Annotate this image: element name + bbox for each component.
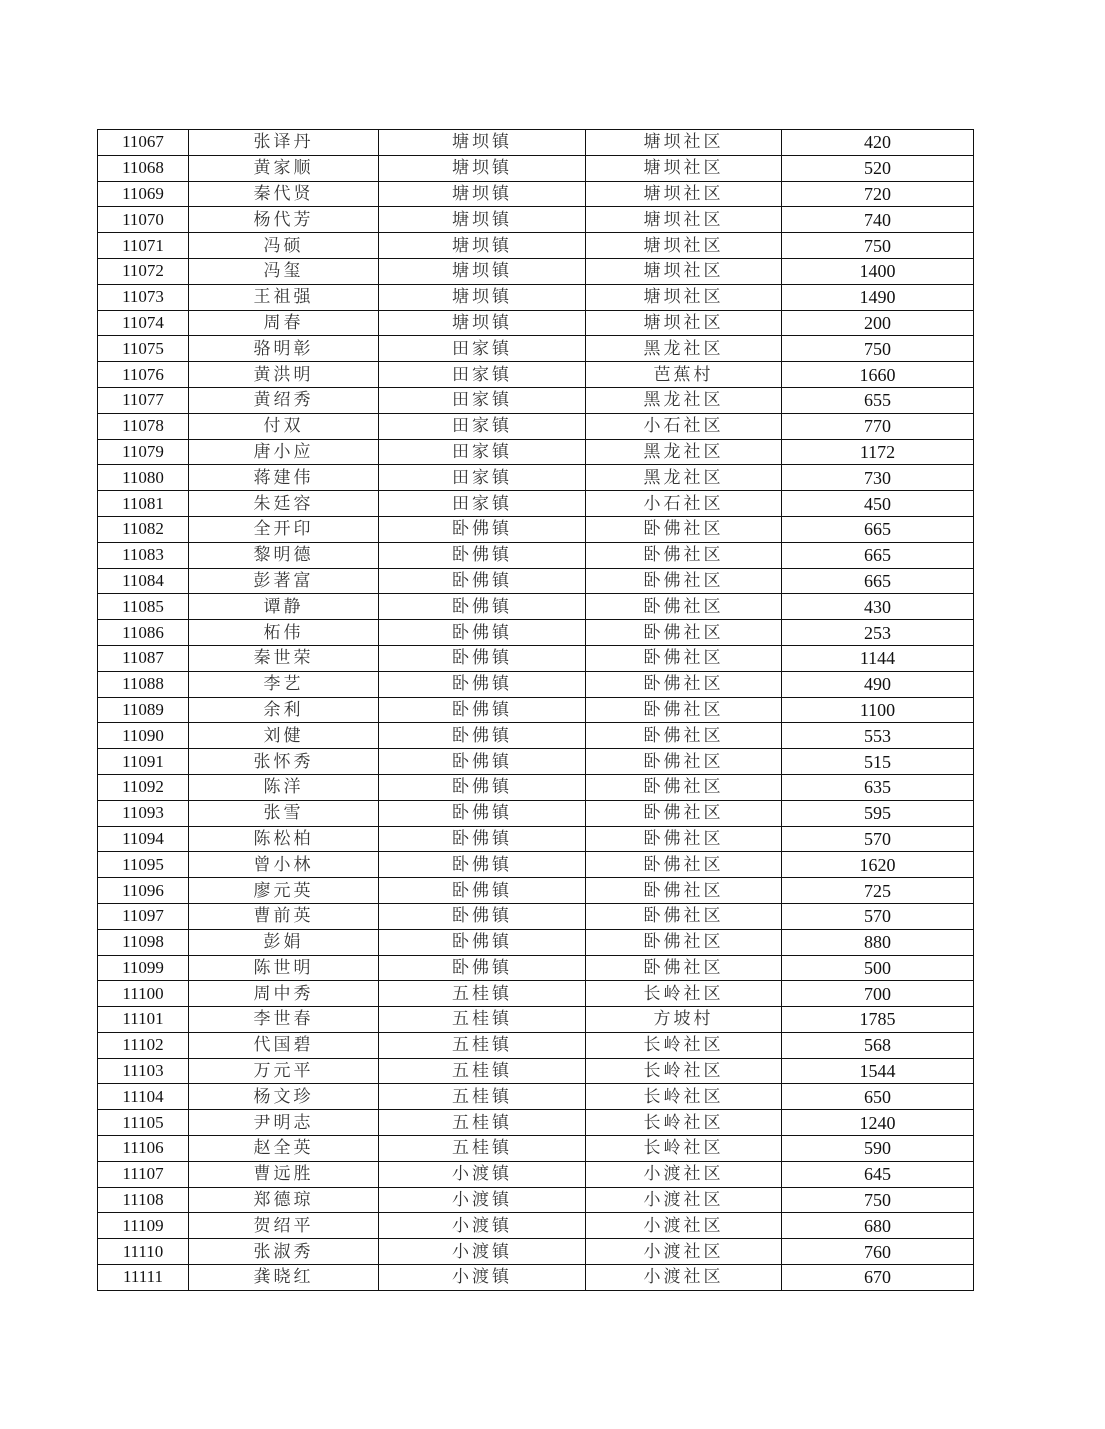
name-cell: 蒋建伟	[189, 465, 379, 491]
name-cell: 冯玺	[189, 258, 379, 284]
community-cell: 卧佛社区	[586, 800, 782, 826]
community-cell: 长岭社区	[586, 1110, 782, 1136]
table-row	[98, 1058, 974, 1084]
name-cell: 付双	[189, 413, 379, 439]
amount-cell: 200	[782, 310, 974, 336]
row-id-cell: 11087	[98, 645, 189, 671]
amount-cell: 665	[782, 568, 974, 594]
name-cell: 唐小应	[189, 439, 379, 465]
community-cell: 卧佛社区	[586, 955, 782, 981]
amount-cell: 570	[782, 903, 974, 929]
table-row	[98, 336, 974, 362]
amount-cell: 515	[782, 749, 974, 775]
name-cell: 柘伟	[189, 620, 379, 646]
amount-cell: 1400	[782, 258, 974, 284]
table-row	[98, 155, 974, 181]
amount-cell: 750	[782, 233, 974, 259]
town-cell: 卧佛镇	[379, 542, 586, 568]
town-cell: 五桂镇	[379, 1136, 586, 1162]
row-id-cell: 11077	[98, 387, 189, 413]
community-cell: 黑龙社区	[586, 439, 782, 465]
town-cell: 塘坝镇	[379, 181, 586, 207]
amount-cell: 570	[782, 826, 974, 852]
amount-cell: 635	[782, 774, 974, 800]
row-id-cell: 11079	[98, 439, 189, 465]
community-cell: 卧佛社区	[586, 645, 782, 671]
town-cell: 田家镇	[379, 362, 586, 388]
community-cell: 卧佛社区	[586, 594, 782, 620]
row-id-cell: 11081	[98, 491, 189, 517]
name-cell: 曾小林	[189, 852, 379, 878]
table-row	[98, 594, 974, 620]
community-cell: 小石社区	[586, 413, 782, 439]
community-cell: 方坡村	[586, 1007, 782, 1033]
row-id-cell: 11074	[98, 310, 189, 336]
community-cell: 长岭社区	[586, 1084, 782, 1110]
amount-cell: 665	[782, 516, 974, 542]
row-id-cell: 11088	[98, 671, 189, 697]
name-cell: 杨代芳	[189, 207, 379, 233]
row-id-cell: 11096	[98, 878, 189, 904]
town-cell: 卧佛镇	[379, 697, 586, 723]
row-id-cell: 11097	[98, 903, 189, 929]
amount-cell: 1144	[782, 645, 974, 671]
row-id-cell: 11070	[98, 207, 189, 233]
community-cell: 黑龙社区	[586, 336, 782, 362]
community-cell: 长岭社区	[586, 1136, 782, 1162]
row-id-cell: 11095	[98, 852, 189, 878]
town-cell: 卧佛镇	[379, 568, 586, 594]
amount-cell: 650	[782, 1084, 974, 1110]
name-cell: 张译丹	[189, 130, 379, 156]
row-id-cell: 11100	[98, 981, 189, 1007]
name-cell: 张雪	[189, 800, 379, 826]
amount-cell: 500	[782, 955, 974, 981]
name-cell: 张怀秀	[189, 749, 379, 775]
town-cell: 塘坝镇	[379, 284, 586, 310]
table-row	[98, 852, 974, 878]
name-cell: 龚晓红	[189, 1265, 379, 1291]
row-id-cell: 11108	[98, 1187, 189, 1213]
amount-cell: 670	[782, 1265, 974, 1291]
amount-cell: 253	[782, 620, 974, 646]
town-cell: 卧佛镇	[379, 955, 586, 981]
row-id-cell: 11082	[98, 516, 189, 542]
town-cell: 五桂镇	[379, 1032, 586, 1058]
row-id-cell: 11104	[98, 1084, 189, 1110]
amount-cell: 700	[782, 981, 974, 1007]
name-cell: 廖元英	[189, 878, 379, 904]
name-cell: 余利	[189, 697, 379, 723]
community-cell: 长岭社区	[586, 1032, 782, 1058]
town-cell: 卧佛镇	[379, 800, 586, 826]
name-cell: 陈洋	[189, 774, 379, 800]
community-cell: 黑龙社区	[586, 465, 782, 491]
row-id-cell: 11094	[98, 826, 189, 852]
row-id-cell: 11072	[98, 258, 189, 284]
table-row	[98, 258, 974, 284]
town-cell: 卧佛镇	[379, 852, 586, 878]
row-id-cell: 11107	[98, 1161, 189, 1187]
amount-cell: 750	[782, 336, 974, 362]
town-cell: 田家镇	[379, 413, 586, 439]
amount-cell: 1785	[782, 1007, 974, 1033]
amount-cell: 665	[782, 542, 974, 568]
row-id-cell: 11076	[98, 362, 189, 388]
table-row	[98, 465, 974, 491]
amount-cell: 680	[782, 1213, 974, 1239]
row-id-cell: 11093	[98, 800, 189, 826]
community-cell: 塘坝社区	[586, 310, 782, 336]
data-table	[97, 129, 974, 1291]
name-cell: 张淑秀	[189, 1239, 379, 1265]
table-row	[98, 903, 974, 929]
name-cell: 郑德琼	[189, 1187, 379, 1213]
amount-cell: 720	[782, 181, 974, 207]
community-cell: 卧佛社区	[586, 568, 782, 594]
amount-cell: 730	[782, 465, 974, 491]
amount-cell: 430	[782, 594, 974, 620]
amount-cell: 770	[782, 413, 974, 439]
row-id-cell: 11068	[98, 155, 189, 181]
community-cell: 芭蕉村	[586, 362, 782, 388]
row-id-cell: 11109	[98, 1213, 189, 1239]
table-row	[98, 568, 974, 594]
amount-cell: 1620	[782, 852, 974, 878]
table-row	[98, 1213, 974, 1239]
town-cell: 卧佛镇	[379, 878, 586, 904]
row-id-cell: 11092	[98, 774, 189, 800]
row-id-cell: 11091	[98, 749, 189, 775]
town-cell: 小渡镇	[379, 1239, 586, 1265]
table-row	[98, 800, 974, 826]
row-id-cell: 11101	[98, 1007, 189, 1033]
community-cell: 卧佛社区	[586, 697, 782, 723]
row-id-cell: 11067	[98, 130, 189, 156]
table-row	[98, 1136, 974, 1162]
community-cell: 卧佛社区	[586, 671, 782, 697]
name-cell: 冯硕	[189, 233, 379, 259]
town-cell: 卧佛镇	[379, 620, 586, 646]
town-cell: 五桂镇	[379, 1110, 586, 1136]
table-row	[98, 491, 974, 517]
community-cell: 卧佛社区	[586, 826, 782, 852]
community-cell: 塘坝社区	[586, 181, 782, 207]
town-cell: 塘坝镇	[379, 130, 586, 156]
amount-cell: 645	[782, 1161, 974, 1187]
table-row	[98, 620, 974, 646]
table-body	[98, 130, 974, 1291]
town-cell: 塘坝镇	[379, 310, 586, 336]
row-id-cell: 11086	[98, 620, 189, 646]
community-cell: 小渡社区	[586, 1213, 782, 1239]
community-cell: 卧佛社区	[586, 903, 782, 929]
row-id-cell: 11071	[98, 233, 189, 259]
table-row	[98, 697, 974, 723]
name-cell: 周中秀	[189, 981, 379, 1007]
amount-cell: 568	[782, 1032, 974, 1058]
table-row	[98, 955, 974, 981]
town-cell: 塘坝镇	[379, 155, 586, 181]
community-cell: 卧佛社区	[586, 620, 782, 646]
amount-cell: 750	[782, 1187, 974, 1213]
table-row	[98, 233, 974, 259]
town-cell: 五桂镇	[379, 1007, 586, 1033]
row-id-cell: 11080	[98, 465, 189, 491]
name-cell: 谭静	[189, 594, 379, 620]
name-cell: 彭娟	[189, 929, 379, 955]
amount-cell: 1100	[782, 697, 974, 723]
town-cell: 田家镇	[379, 491, 586, 517]
name-cell: 杨文珍	[189, 1084, 379, 1110]
community-cell: 卧佛社区	[586, 749, 782, 775]
town-cell: 小渡镇	[379, 1213, 586, 1239]
row-id-cell: 11090	[98, 723, 189, 749]
table-row	[98, 439, 974, 465]
table-row	[98, 774, 974, 800]
town-cell: 塘坝镇	[379, 258, 586, 284]
town-cell: 卧佛镇	[379, 645, 586, 671]
table-row	[98, 181, 974, 207]
table-row	[98, 542, 974, 568]
amount-cell: 1544	[782, 1058, 974, 1084]
town-cell: 五桂镇	[379, 1084, 586, 1110]
community-cell: 小石社区	[586, 491, 782, 517]
table-row	[98, 749, 974, 775]
community-cell: 小渡社区	[586, 1187, 782, 1213]
name-cell: 刘健	[189, 723, 379, 749]
amount-cell: 420	[782, 130, 974, 156]
town-cell: 小渡镇	[379, 1161, 586, 1187]
amount-cell: 490	[782, 671, 974, 697]
table-row	[98, 826, 974, 852]
table-row	[98, 362, 974, 388]
table-row	[98, 284, 974, 310]
amount-cell: 880	[782, 929, 974, 955]
name-cell: 黄洪明	[189, 362, 379, 388]
row-id-cell: 11098	[98, 929, 189, 955]
town-cell: 塘坝镇	[379, 207, 586, 233]
row-id-cell: 11083	[98, 542, 189, 568]
table-row	[98, 1032, 974, 1058]
town-cell: 卧佛镇	[379, 516, 586, 542]
community-cell: 卧佛社区	[586, 516, 782, 542]
name-cell: 黎明德	[189, 542, 379, 568]
community-cell: 卧佛社区	[586, 542, 782, 568]
amount-cell: 450	[782, 491, 974, 517]
town-cell: 田家镇	[379, 336, 586, 362]
table-row	[98, 981, 974, 1007]
row-id-cell: 11078	[98, 413, 189, 439]
community-cell: 塘坝社区	[586, 207, 782, 233]
community-cell: 小渡社区	[586, 1161, 782, 1187]
table-row	[98, 387, 974, 413]
community-cell: 塘坝社区	[586, 155, 782, 181]
name-cell: 秦世荣	[189, 645, 379, 671]
table-row	[98, 1239, 974, 1265]
town-cell: 五桂镇	[379, 981, 586, 1007]
table-row	[98, 1187, 974, 1213]
table-row	[98, 1265, 974, 1291]
amount-cell: 740	[782, 207, 974, 233]
community-cell: 卧佛社区	[586, 878, 782, 904]
amount-cell: 520	[782, 155, 974, 181]
row-id-cell: 11073	[98, 284, 189, 310]
name-cell: 曹远胜	[189, 1161, 379, 1187]
community-cell: 塘坝社区	[586, 233, 782, 259]
community-cell: 塘坝社区	[586, 130, 782, 156]
name-cell: 万元平	[189, 1058, 379, 1084]
row-id-cell: 11099	[98, 955, 189, 981]
name-cell: 周春	[189, 310, 379, 336]
town-cell: 塘坝镇	[379, 233, 586, 259]
table-row	[98, 723, 974, 749]
amount-cell: 595	[782, 800, 974, 826]
town-cell: 卧佛镇	[379, 671, 586, 697]
row-id-cell: 11102	[98, 1032, 189, 1058]
row-id-cell: 11111	[98, 1265, 189, 1291]
town-cell: 田家镇	[379, 439, 586, 465]
table-row	[98, 1007, 974, 1033]
town-cell: 小渡镇	[379, 1187, 586, 1213]
community-cell: 塘坝社区	[586, 258, 782, 284]
name-cell: 陈松柏	[189, 826, 379, 852]
table-row	[98, 645, 974, 671]
table-row	[98, 310, 974, 336]
table-row	[98, 671, 974, 697]
town-cell: 卧佛镇	[379, 903, 586, 929]
town-cell: 卧佛镇	[379, 826, 586, 852]
amount-cell: 1172	[782, 439, 974, 465]
community-cell: 卧佛社区	[586, 929, 782, 955]
community-cell: 卧佛社区	[586, 852, 782, 878]
community-cell: 黑龙社区	[586, 387, 782, 413]
town-cell: 田家镇	[379, 465, 586, 491]
name-cell: 尹明志	[189, 1110, 379, 1136]
amount-cell: 760	[782, 1239, 974, 1265]
table-row	[98, 878, 974, 904]
row-id-cell: 11084	[98, 568, 189, 594]
amount-cell: 725	[782, 878, 974, 904]
table-row	[98, 1161, 974, 1187]
town-cell: 卧佛镇	[379, 594, 586, 620]
name-cell: 贺绍平	[189, 1213, 379, 1239]
amount-cell: 590	[782, 1136, 974, 1162]
row-id-cell: 11110	[98, 1239, 189, 1265]
town-cell: 卧佛镇	[379, 723, 586, 749]
town-cell: 卧佛镇	[379, 749, 586, 775]
community-cell: 塘坝社区	[586, 284, 782, 310]
town-cell: 卧佛镇	[379, 774, 586, 800]
community-cell: 卧佛社区	[586, 723, 782, 749]
name-cell: 陈世明	[189, 955, 379, 981]
name-cell: 李世春	[189, 1007, 379, 1033]
name-cell: 黄家顺	[189, 155, 379, 181]
row-id-cell: 11103	[98, 1058, 189, 1084]
name-cell: 骆明彰	[189, 336, 379, 362]
town-cell: 小渡镇	[379, 1265, 586, 1291]
table-row	[98, 1084, 974, 1110]
row-id-cell: 11085	[98, 594, 189, 620]
table-row	[98, 207, 974, 233]
table-row	[98, 516, 974, 542]
table-row	[98, 1110, 974, 1136]
name-cell: 代国碧	[189, 1032, 379, 1058]
name-cell: 秦代贤	[189, 181, 379, 207]
row-id-cell: 11069	[98, 181, 189, 207]
community-cell: 长岭社区	[586, 981, 782, 1007]
community-cell: 小渡社区	[586, 1239, 782, 1265]
name-cell: 李艺	[189, 671, 379, 697]
amount-cell: 1240	[782, 1110, 974, 1136]
name-cell: 彭著富	[189, 568, 379, 594]
community-cell: 卧佛社区	[586, 774, 782, 800]
name-cell: 王祖强	[189, 284, 379, 310]
table-row	[98, 929, 974, 955]
row-id-cell: 11106	[98, 1136, 189, 1162]
row-id-cell: 11075	[98, 336, 189, 362]
town-cell: 田家镇	[379, 387, 586, 413]
row-id-cell: 11089	[98, 697, 189, 723]
row-id-cell: 11105	[98, 1110, 189, 1136]
name-cell: 曹前英	[189, 903, 379, 929]
name-cell: 黄绍秀	[189, 387, 379, 413]
community-cell: 小渡社区	[586, 1265, 782, 1291]
town-cell: 卧佛镇	[379, 929, 586, 955]
table-row	[98, 130, 974, 156]
community-cell: 长岭社区	[586, 1058, 782, 1084]
town-cell: 五桂镇	[379, 1058, 586, 1084]
table-row	[98, 413, 974, 439]
name-cell: 朱廷容	[189, 491, 379, 517]
name-cell: 赵全英	[189, 1136, 379, 1162]
amount-cell: 553	[782, 723, 974, 749]
name-cell: 全开印	[189, 516, 379, 542]
amount-cell: 655	[782, 387, 974, 413]
amount-cell: 1490	[782, 284, 974, 310]
amount-cell: 1660	[782, 362, 974, 388]
